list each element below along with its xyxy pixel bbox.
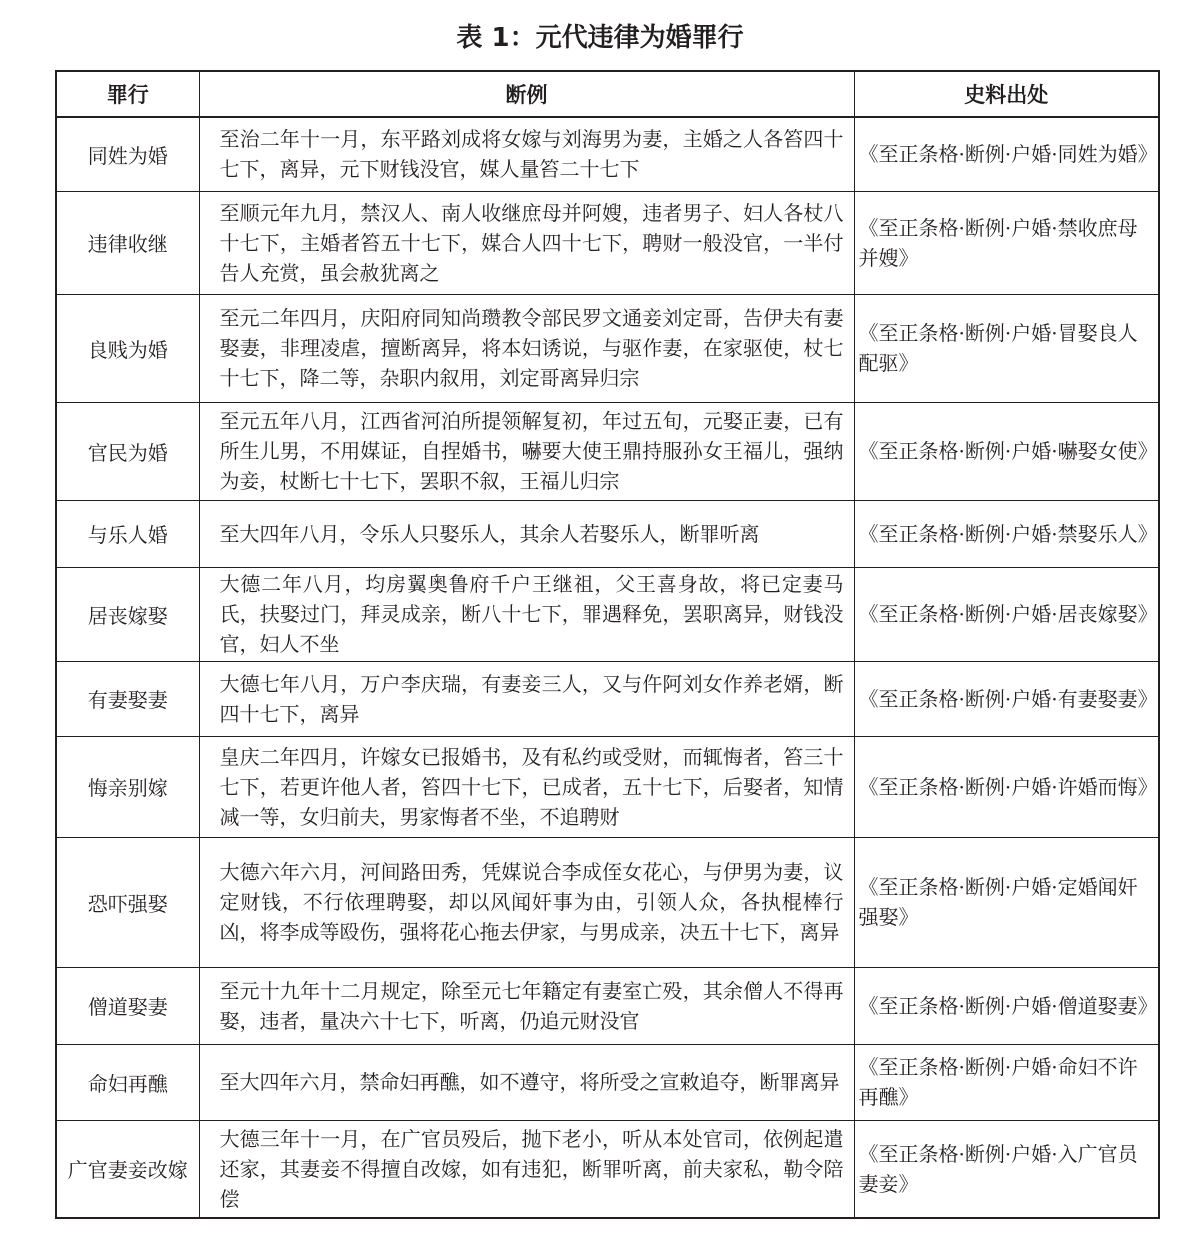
header-source: 史料出处 xyxy=(854,71,1159,117)
source-cell: 《至正条格·断例·户婚·入广官员妻妾》 xyxy=(854,1120,1159,1218)
source-cell: 《至正条格·断例·户婚·许婚而悔》 xyxy=(854,736,1159,837)
crime-cell: 恐吓强娶 xyxy=(56,837,199,967)
crime-cell: 居丧嫁娶 xyxy=(56,567,199,661)
table-title: 表 1：元代违律为婚罪行 xyxy=(456,23,744,53)
crime-cell: 与乐人婚 xyxy=(56,500,199,567)
table-row xyxy=(56,294,1159,402)
crime-cell: 有妻娶妻 xyxy=(56,661,199,736)
source-cell: 《至正条格·断例·户婚·冒娶良人配驱》 xyxy=(854,294,1159,402)
case-cell: 至元十九年十二月规定，除至元七年籍定有妻室亡殁，其余僧人不得再娶，违者，量决六十七下，听离，仍追元财没官 xyxy=(199,967,854,1044)
crime-cell: 良贱为婚 xyxy=(56,294,199,402)
source-cell: 《至正条格·断例·户婚·禁娶乐人》 xyxy=(854,500,1159,567)
case-cell: 大德二年八月，均房翼奥鲁府千户王继祖，父王喜身故，将已定妻马氏，扶娶过门，拜灵成亲，断八十七下，罪遇释免，罢职离异，财钱没官，妇人不坐 xyxy=(199,567,854,661)
source-cell: 《至正条格·断例·户婚·有妻娶妻》 xyxy=(854,661,1159,736)
case-cell: 大德六年六月，河间路田秀，凭媒说合李成侄女花心，与伊男为妻，议定财钱，不行依理聘娶，却以风闻奸事为由，引领人众，各执棍棒行凶，将李成等殴伤，强将花心拖去伊家，与男成亲，决五十七下，离异 xyxy=(199,837,854,967)
table-row xyxy=(56,736,1159,837)
crime-cell: 命妇再醮 xyxy=(56,1044,199,1120)
table-row xyxy=(56,567,1159,661)
source-cell: 《至正条格·断例·户婚·居丧嫁娶》 xyxy=(854,567,1159,661)
table-row xyxy=(56,117,1159,191)
case-cell: 皇庆二年四月，许嫁女已报婚书，及有私约或受财，而辄悔者，笞三十七下，若更许他人者，笞四十七下，已成者，五十七下，后娶者，知情减一等，女归前夫，男家悔者不坐，不追聘财 xyxy=(199,736,854,837)
table-row xyxy=(56,837,1159,967)
table-row xyxy=(56,967,1159,1044)
crime-cell: 官民为婚 xyxy=(56,402,199,500)
header-row xyxy=(56,71,1159,117)
case-cell: 至顺元年九月，禁汉人、南人收继庶母并阿嫂，违者男子、妇人各杖八十七下，主婚者笞五十七下，媒合人四十七下，聘财一般没官，一半付告人充赏，虽会赦犹离之 xyxy=(199,191,854,294)
case-cell: 至大四年八月，令乐人只娶乐人，其余人若娶乐人，断罪听离 xyxy=(199,500,854,567)
header-crime: 罪行 xyxy=(56,71,199,117)
table-row xyxy=(56,500,1159,567)
table-row xyxy=(56,1044,1159,1120)
crime-cell: 违律收继 xyxy=(56,191,199,294)
crime-cell: 悔亲别嫁 xyxy=(56,736,199,837)
table-row xyxy=(56,1120,1159,1218)
header-case: 断例 xyxy=(199,71,854,117)
case-cell: 大德七年八月，万户李庆瑞，有妻妾三人，又与仵阿刘女作养老婿，断四十七下，离异 xyxy=(199,661,854,736)
case-cell: 至元五年八月，江西省河泊所提领解复初，年过五旬，元娶正妻，已有所生儿男，不用媒证，自捏婚书，嚇要大使王鼎持服孙女王福儿，强纳为妾，杖断七十七下，罢职不叙，王福儿归宗 xyxy=(199,402,854,500)
table-row xyxy=(56,661,1159,736)
source-cell: 《至正条格·断例·户婚·定婚闻奸强娶》 xyxy=(854,837,1159,967)
source-cell: 《至正条格·断例·户婚·命妇不许再醮》 xyxy=(854,1044,1159,1120)
case-cell: 至大四年六月，禁命妇再醮，如不遵守，将所受之宣敕追夺，断罪离异 xyxy=(199,1044,854,1120)
crime-cell: 同姓为婚 xyxy=(56,117,199,191)
case-cell: 至治二年十一月，东平路刘成将女嫁与刘海男为妻，主婚之人各笞四十七下，离异，元下财钱没官，媒人量笞二十七下 xyxy=(199,117,854,191)
table-row xyxy=(56,402,1159,500)
crime-cell: 僧道娶妻 xyxy=(56,967,199,1044)
case-cell: 大德三年十一月，在广官员殁后，抛下老小，听从本处官司，依例起遣还家，其妻妾不得擅自改嫁，如有违犯，断罪听离，前夫家私，勒令陪偿 xyxy=(199,1120,854,1218)
source-cell: 《至正条格·断例·户婚·嚇娶女使》 xyxy=(854,402,1159,500)
crime-cell: 广官妻妾改嫁 xyxy=(56,1120,199,1218)
case-cell: 至元二年四月，庆阳府同知尚瓒教令部民罗文通妾刘定哥，告伊夫有妻娶妻，非理凌虐，擅断离异，将本妇诱说，与驱作妻，在家驱使，杖七十七下，降二等，杂职内叙用，刘定哥离异归宗 xyxy=(199,294,854,402)
source-cell: 《至正条格·断例·户婚·僧道娶妻》 xyxy=(854,967,1159,1044)
source-cell: 《至正条格·断例·户婚·同姓为婚》 xyxy=(854,117,1159,191)
source-cell: 《至正条格·断例·户婚·禁收庶母并嫂》 xyxy=(854,191,1159,294)
table-row xyxy=(56,191,1159,294)
crimes-table xyxy=(55,70,1160,1219)
